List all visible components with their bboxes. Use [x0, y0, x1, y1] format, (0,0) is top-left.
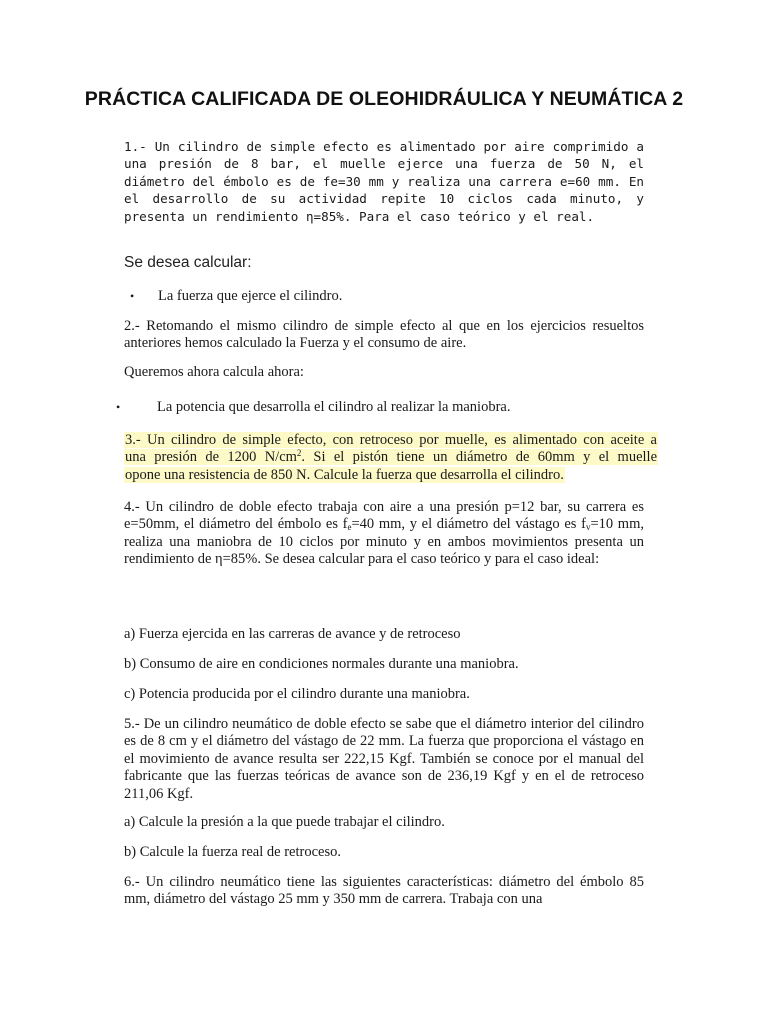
problem-3-line-1: 3.- Un cilindro de simple efecto, con retroceso por muelle, es alimentado con aceite a — [125, 432, 657, 448]
problem-4-item-c: c) Potencia producida por el cilindro durante una maniobra. — [124, 686, 470, 702]
problem-4 — [124, 499, 644, 569]
problem-1: 1.- Un cilindro de simple efecto es alimentado por aire comprimido a una presión de 8 bar, el muelle ejerce una fuerza de 50 N, el diámetro del émbolo es de fe=30 mm y realiza una carrera e=60 mm. En el desarrollo de su actividad repite 10 ciclos cada minuto, y presenta un rendimiento η=85%. Para el caso teórico y el real. — [124, 139, 644, 224]
bullet-icon: • — [130, 289, 135, 303]
bullet-icon: • — [116, 400, 121, 414]
bullet-text: La potencia que desarrolla el cilindro al realizar la maniobra. — [157, 399, 511, 415]
problem-6: 6.- Un cilindro neumático tiene las siguientes características: diámetro del émbolo 85 mm, diámetro del vástago 25 mm y 350 mm de carrera. Trabaja con una — [124, 874, 644, 908]
problem-3-exponent: 2 — [296, 448, 302, 459]
document-title: PRÁCTICA CALIFICADA DE OLEOHIDRÁULICA Y NEUMÁTICA 2 — [84, 88, 684, 110]
problem-5: 5.- De un cilindro neumático de doble efecto se sabe que el diámetro interior del cilindro es de 8 cm y el diámetro del vástago de 22 mm. La fuerza que proporciona el vástago en el movimiento de avance resulta ser 222,15 Kgf. También se conoce por el manual del fabricante que las fuerzas teóricas de avance son de 236,19 Kgf y en el de retroceso 211,06 Kgf. — [124, 716, 644, 802]
problem-5-item-b: b) Calcule la fuerza real de retroceso. — [124, 844, 341, 860]
problem-4-subscript-v: v — [585, 522, 591, 533]
problem-3 — [124, 432, 658, 484]
problem-2: 2.- Retomando el mismo cilindro de simple efecto al que en los ejercicios resueltos anteriores hemos calculado la Fuerza y el consumo de aire. — [124, 318, 644, 352]
problem-3-line-2b: . Si el pistón tiene un diámetro de 60mm y el muelle — [301, 449, 657, 466]
problem-2-prompt: Queremos ahora calcula ahora: — [124, 364, 304, 380]
bullet-text: La fuerza que ejerce el cilindro. — [158, 288, 343, 304]
problem-4-text-b: =40 mm, y el diámetro del vástago es f — [351, 516, 586, 533]
problem-4-item-a: a) Fuerza ejercida en las carreras de avance y de retroceso — [124, 626, 461, 642]
problem-3-line-2a: una presión de 1200 N/cm — [125, 449, 297, 466]
problem-3-line-3: opone una resistencia de 850 N. Calcule la fuerza que desarrolla el cilindro. — [125, 466, 564, 483]
problem-4-text-a: 4.- Un cilindro de doble efecto trabaja con aire a una presión p=12 bar, su carrera es e=50mm, el diámetro del émbolo es f — [124, 499, 644, 533]
problem-4-subscript-e: e — [347, 522, 352, 533]
problem-4-item-b: b) Consumo de aire en condiciones normales durante una maniobra. — [124, 656, 519, 672]
section-heading: Se desea calcular: — [124, 254, 252, 271]
problem-4-text-c: =10 mm, realiza una maniobra de 10 ciclos por minuto y en ambos movimientos presenta un rendimiento de η=85%. Se desea calcular para el caso teórico y para el caso ideal: — [124, 516, 644, 568]
problem-5-item-a: a) Calcule la presión a la que puede trabajar el cilindro. — [124, 814, 445, 830]
